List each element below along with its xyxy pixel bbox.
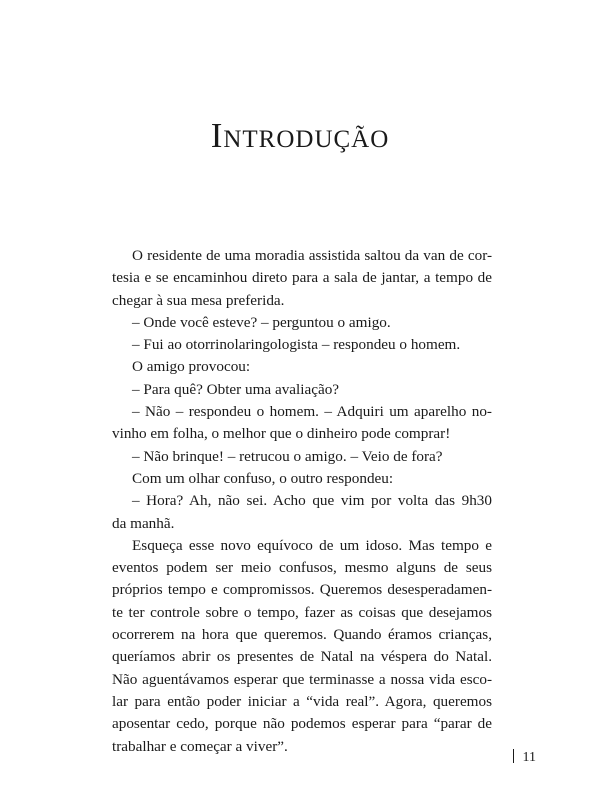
folio-divider [513, 749, 514, 763]
body-line: Com um olhar confuso, o outro respondeu: [132, 469, 394, 487]
body-line: – Onde você esteve? – perguntou o amigo. [132, 313, 391, 331]
body-line: O amigo provocou: [132, 358, 251, 376]
body-line: queríamos abrir os presentes de Natal na véspera do Natal. [112, 648, 492, 666]
body-line: vinho em folha, o melhor que o dinheiro pode comprar! [112, 425, 451, 443]
body-line: Esqueça esse novo equívoco de um idoso. Mas tempo e [132, 536, 492, 554]
body-line: O residente de uma moradia assistida saltou da van de cor- [132, 247, 492, 264]
body-line: chegar à sua mesa preferida. [112, 291, 285, 309]
page-number-value: 11 [522, 750, 536, 765]
body-line: – Hora? Ah, não sei. Acho que vim por volta das 9h30 [132, 492, 492, 510]
body-line: te ter controle sobre o tempo, fazer as coisas que desejamos [112, 603, 492, 621]
body-line: trabalhar e começar a viver”. [112, 737, 288, 755]
body-line: tesia e se encaminhou direto para a sala de jantar, a tempo de [112, 269, 492, 287]
body-line: ocorrerem na hora que queremos. Quando éramos crianças, [112, 626, 492, 644]
page-title: Introdução [210, 116, 390, 155]
page-number [513, 749, 536, 766]
body-line: próprios tempo e compromissos. Queremos desesperadamen- [112, 581, 492, 599]
body-line: da manhã. [112, 514, 175, 532]
body-line: lar para então poder iniciar a “vida real”. Agora, queremos [112, 692, 492, 710]
body-line: – Não brinque! – retrucou o amigo. – Veio de fora? [132, 447, 443, 465]
body-line: – Para quê? Obter uma avaliação? [132, 380, 340, 398]
body-line: – Não – respondeu o homem. – Adquiri um aparelho no- [132, 403, 492, 421]
body-line: – Fui ao otorrinolaringologista – respondeu o homem. [132, 336, 461, 354]
body-line: aposentar cedo, porque não podemos esperar para “parar de [112, 715, 492, 733]
body-line: Não aguentávamos esperar que terminasse a nossa vida esco- [112, 670, 492, 688]
body-text [112, 245, 492, 758]
body-line: eventos podem ser meio confusos, mesmo alguns de seus [112, 559, 492, 577]
